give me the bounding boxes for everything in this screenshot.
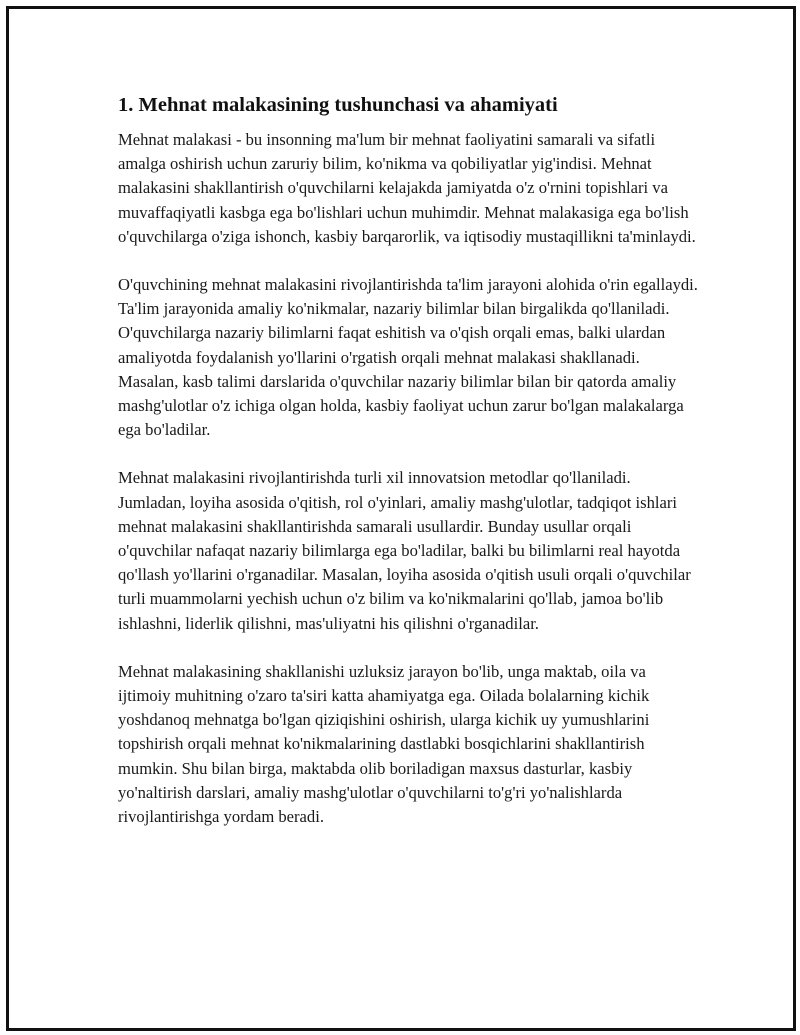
paragraph-2: O'quvchining mehnat malakasini rivojlantirishda ta'lim jarayoni alohida o'rin egallaydi. Ta'lim jarayonida amaliy ko'nikmalar, nazariy bilimlar bilan birgalikda qo'llaniladi. O'quvchilarga nazariy bilimlarni faqat eshitish va o'qish orqali emas, balki ulardan amaliyotda foydalanish yo'llarini o'rgatish orqali mehnat malakasi shakllanadi. Masalan, kasb talimi darslarida o'quvchilar nazariy bilimlar bilan bir qatorda amaliy mashg'ulotlar o'z ichiga olgan holda, kasbiy faoliyat uchun zarur bo'lgan malakalarga ega bo'ladilar. [118, 275, 698, 440]
paragraph-1: Mehnat malakasi - bu insonning ma'lum bir mehnat faoliyatini samarali va sifatli amalga oshirish uchun zaruriy bilim, ko'nikma va qobiliyatlar yig'indisi. Mehnat malakasini shakllantirish o'quvchilarni kelajakda jamiyatda o'z o'rnini topishlari va muvaffaqiyatli kasbga ega bo'lishlari uchun muhimdir. Mehnat malakasiga ega bo'lish o'quvchilarga o'ziga ishonch, kasbiy barqarorlik, va iqtisodiy mustaqillikni ta'minlaydi. [118, 130, 696, 246]
paragraph-3: Mehnat malakasini rivojlantirishda turli xil innovatsion metodlar qo'llaniladi. Jumladan, loyiha asosida o'qitish, rol o'yinlari, amaliy mashg'ulotlar, tadqiqot ishlari mehnat malakasini shakllantirishda samarali usullardir. Bunday usullar orqali o'quvchilar nafaqat nazariy bilimlarga ega bo'ladilar, balki bu bilimlarni real hayotda qo'llash yo'llarini o'rganadilar. Masalan, loyiha asosida o'qitish usuli orqali o'quvchilar turli muammolarni yechish uchun o'z bilim va ko'nikmalarini qo'llab, jamoa bo'lib ishlashni, liderlik qilishni, mas'uliyatni his qilishni o'rganadilar. [118, 468, 691, 633]
document-body [118, 92, 698, 853]
section-heading: 1. Mehnat malakasining tushunchasi va ahamiyati [118, 94, 558, 116]
paragraph-4: Mehnat malakasining shakllanishi uzluksiz jarayon bo'lib, unga maktab, oila va ijtimoiy muhitning o'zaro ta'siri katta ahamiyatga ega. Oilada bolalarning kichik yoshdanoq mehnatga bo'lgan qiziqishini oshirish, ularga kichik uy yumushlarini topshirish orqali mehnat ko'nikmalarining dastlabki bosqichlarini shakllantirish mumkin. Shu bilan birga, maktabda olib boriladigan maxsus dasturlar, kasbiy yo'naltirish darslari, amaliy mashg'ulotlar o'quvchilarni to'g'ri yo'nalishlarda rivojlantirishga yordam beradi. [118, 661, 650, 827]
